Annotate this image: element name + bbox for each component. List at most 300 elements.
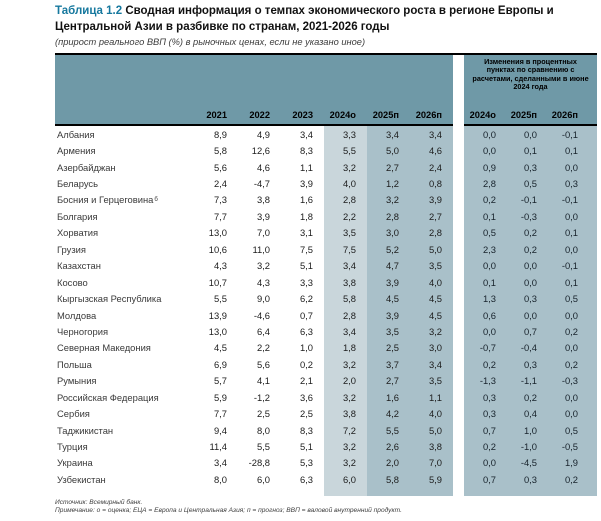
change-2024e: 0,2 <box>464 438 505 454</box>
country-cell <box>55 274 195 290</box>
value-2022: 2,5 <box>256 408 270 420</box>
change-2026f: 0,3 <box>546 175 597 191</box>
country-name: Румыния <box>57 375 97 387</box>
country-cell <box>55 373 195 389</box>
change-2024e: 0,5 <box>464 225 505 241</box>
change-2025f: 0,2 <box>505 241 546 257</box>
value-2023: 1,0 <box>299 342 313 354</box>
changes-year-headers <box>464 110 597 124</box>
value-2024e: 3,4 <box>324 258 367 274</box>
change-2025f: 0,0 <box>505 258 546 274</box>
value-2025f: 3,5 <box>367 323 410 339</box>
value-2024e: 3,2 <box>324 159 367 175</box>
value-2025f: 4,7 <box>367 258 410 274</box>
country-name: Албания <box>57 128 95 140</box>
growth-summary-table <box>55 53 597 496</box>
table-row <box>55 389 597 405</box>
value-2023: 5,3 <box>299 457 313 469</box>
column-gap <box>453 307 464 323</box>
value-2026f: 4,0 <box>410 405 453 421</box>
column-gap <box>453 274 464 290</box>
value-2022: -4,6 <box>253 309 270 321</box>
value-2026f: 0,8 <box>410 175 453 191</box>
value-2021: 11,4 <box>209 441 227 453</box>
value-2022: 3,8 <box>256 194 270 206</box>
country-name: Узбекистан <box>57 473 106 485</box>
table-header <box>55 55 597 126</box>
value-2024e: 7,2 <box>324 422 367 438</box>
value-2026f: 3,5 <box>410 258 453 274</box>
value-2024e: 1,8 <box>324 340 367 356</box>
table-row <box>55 274 597 290</box>
value-2025f: 3,7 <box>367 356 410 372</box>
value-2024e: 3,4 <box>324 323 367 339</box>
value-2025f: 5,0 <box>367 142 410 158</box>
column-gap <box>453 290 464 306</box>
value-2026f: 3,8 <box>410 438 453 454</box>
table-bottom-filler <box>55 488 597 496</box>
change-2026f: 0,0 <box>546 340 597 356</box>
country-name: Сербия <box>57 408 90 420</box>
country-name: Кыргызская Республика <box>57 293 162 305</box>
table-row <box>55 455 597 471</box>
column-gap <box>453 126 464 142</box>
table-row <box>55 438 597 454</box>
value-2021: 4,5 <box>213 342 227 354</box>
value-2026f: 3,4 <box>410 126 453 142</box>
column-gap <box>453 422 464 438</box>
country-name: Азербайджан <box>57 161 116 173</box>
year-header-band <box>55 55 453 126</box>
value-2026f: 3,9 <box>410 192 453 208</box>
table-row <box>55 175 597 191</box>
value-2023: 3,3 <box>299 276 313 288</box>
value-2021: 13,9 <box>208 309 227 321</box>
column-gap <box>453 455 464 471</box>
col-header-2024e: 2024о <box>329 110 356 120</box>
country-name: Хорватия <box>57 227 99 239</box>
change-2024e: 0,0 <box>464 126 505 142</box>
country-cell <box>55 340 195 356</box>
change-2024e: -1,3 <box>464 373 505 389</box>
table-row <box>55 307 597 323</box>
value-2021: 13,0 <box>208 227 227 239</box>
change-2024e: 0,2 <box>464 356 505 372</box>
value-2025f: 4,2 <box>367 405 410 421</box>
value-2026f: 5,0 <box>410 422 453 438</box>
change-2025f: -1,1 <box>505 373 546 389</box>
value-2026f: 4,5 <box>410 290 453 306</box>
change-2026f: 0,0 <box>546 405 597 421</box>
table-row <box>55 142 597 158</box>
country-name: Польша <box>57 358 92 370</box>
change-2024e: 2,8 <box>464 175 505 191</box>
change-2025f: 0,0 <box>505 307 546 323</box>
value-2021: 8,9 <box>213 128 227 140</box>
value-2026f: 2,7 <box>410 208 453 224</box>
value-2026f: 3,0 <box>410 340 453 356</box>
table-row <box>55 405 597 421</box>
change-2025f: -0,3 <box>505 208 546 224</box>
value-2023: 8,3 <box>299 145 313 157</box>
value-2022: -28,8 <box>248 457 270 469</box>
column-gap <box>453 340 464 356</box>
change-2026f: -0,5 <box>546 438 597 454</box>
value-2023: 1,8 <box>299 210 313 222</box>
country-name: Грузия <box>57 243 86 255</box>
value-2022: 7,0 <box>256 227 270 239</box>
value-2025f: 3,9 <box>367 307 410 323</box>
column-gap <box>453 405 464 421</box>
country-cell <box>55 405 195 421</box>
value-2025f: 2,7 <box>367 373 410 389</box>
country-cell <box>55 323 195 339</box>
value-2021: 7,3 <box>213 194 227 206</box>
country-cell <box>55 126 195 142</box>
change-2026f: 0,2 <box>546 323 597 339</box>
value-2023: 3,4 <box>299 128 313 140</box>
change-2025f: 0,2 <box>505 225 546 241</box>
value-2026f: 4,0 <box>410 274 453 290</box>
value-2024e: 2,8 <box>324 307 367 323</box>
source-note: Источник: Всемирный банк. <box>55 498 143 506</box>
change-2025f: 0,0 <box>505 126 546 142</box>
value-2023: 6,3 <box>299 473 313 485</box>
table-row <box>55 373 597 389</box>
value-2024e: 2,2 <box>324 208 367 224</box>
table-title-text: Сводная информация о темпах экономического роста в регионе Европы и Центральной Азии в разбивке по странам, 2021-2026 годы <box>55 5 554 33</box>
value-2025f: 2,5 <box>367 340 410 356</box>
column-gap <box>453 192 464 208</box>
country-cell <box>55 258 195 274</box>
change-2025f: 0,3 <box>505 356 546 372</box>
change-2025f: 0,2 <box>505 389 546 405</box>
change-2026f: 1,9 <box>546 455 597 471</box>
value-2026f: 3,2 <box>410 323 453 339</box>
country-cell <box>55 389 195 405</box>
value-2021: 7,7 <box>213 408 227 420</box>
value-2022: 3,9 <box>256 210 270 222</box>
value-2023: 1,1 <box>299 161 313 173</box>
value-2023: 3,1 <box>299 227 313 239</box>
change-2024e: 0,0 <box>464 142 505 158</box>
col-header-2025f: 2025п <box>372 110 399 120</box>
value-2024e: 6,0 <box>324 471 367 487</box>
value-2025f: 3,0 <box>367 225 410 241</box>
col-header-2026f: 2026п <box>415 110 442 120</box>
table-row <box>55 225 597 241</box>
legend-note: Примечание: о = оценка; ЕЦА = Европа и Центральная Азия; п = прогноз; ВВП = валовой внутренний продукт. <box>55 507 402 515</box>
value-2023: 0,2 <box>299 358 313 370</box>
value-2021: 5,8 <box>213 145 227 157</box>
change-2026f: 0,5 <box>546 422 597 438</box>
column-gap <box>453 438 464 454</box>
col-header-2021: 2021 <box>206 110 227 120</box>
change-2025f: 0,3 <box>505 159 546 175</box>
change-2024e: 0,7 <box>464 422 505 438</box>
changes-header-band <box>464 55 597 126</box>
column-gap <box>453 142 464 158</box>
change-2024e: 0,0 <box>464 455 505 471</box>
country-name: Таджикистан <box>57 424 114 436</box>
change-2026f: 0,0 <box>546 159 597 175</box>
value-2024e: 3,2 <box>324 389 367 405</box>
change-2026f: -0,1 <box>546 126 597 142</box>
value-2023: 7,5 <box>299 243 313 255</box>
value-2021: 10,7 <box>208 276 227 288</box>
column-gap <box>453 225 464 241</box>
country-name: Российская Федерация <box>57 391 159 403</box>
country-name: Турция <box>57 441 88 453</box>
value-2023: 6,3 <box>299 325 313 337</box>
value-2021: 2,4 <box>213 178 227 190</box>
change-2024e: 0,6 <box>464 307 505 323</box>
change-2026f: 0,1 <box>546 274 597 290</box>
table-row <box>55 208 597 224</box>
change-2024e: 0,2 <box>464 192 505 208</box>
change-2026f: 0,1 <box>546 142 597 158</box>
change-2025f: 0,3 <box>505 290 546 306</box>
table-row <box>55 340 597 356</box>
change-2026f: 0,0 <box>546 241 597 257</box>
value-2021: 10,6 <box>208 243 227 255</box>
value-2022: 4,6 <box>256 161 270 173</box>
value-2024e: 3,2 <box>324 455 367 471</box>
value-2026f: 7,0 <box>410 455 453 471</box>
column-gap <box>453 258 464 274</box>
change-2025f: -4,5 <box>505 455 546 471</box>
value-2026f: 5,0 <box>410 241 453 257</box>
value-2025f: 3,9 <box>367 274 410 290</box>
change-2024e: 2,3 <box>464 241 505 257</box>
value-2022: 5,5 <box>256 441 270 453</box>
value-2025f: 4,5 <box>367 290 410 306</box>
value-2025f: 5,5 <box>367 422 410 438</box>
change-2024e: 0,3 <box>464 405 505 421</box>
value-2023: 5,1 <box>299 260 313 272</box>
country-cell <box>55 471 195 487</box>
value-2026f: 3,4 <box>410 356 453 372</box>
chg-header-2024e: 2024о <box>469 110 496 120</box>
country-cell <box>55 142 195 158</box>
change-2025f: 0,5 <box>505 175 546 191</box>
country-cell <box>55 356 195 372</box>
change-2026f: 0,2 <box>546 356 597 372</box>
value-2021: 5,9 <box>213 391 227 403</box>
value-2022: 3,2 <box>256 260 270 272</box>
change-2024e: 0,1 <box>464 274 505 290</box>
country-name: Северная Македония <box>57 342 151 354</box>
table-footnotes <box>55 499 597 516</box>
column-gap <box>453 323 464 339</box>
table-row <box>55 192 597 208</box>
value-2024e: 2,0 <box>324 373 367 389</box>
country-cell <box>55 175 195 191</box>
change-2025f: -0,1 <box>505 192 546 208</box>
country-cell <box>55 290 195 306</box>
value-2021: 5,5 <box>213 293 227 305</box>
changes-header-caption: Изменения в процентных пунктах по сравнению с расчетами, сделанными в июне 2024 года <box>472 57 589 91</box>
column-gap <box>453 175 464 191</box>
value-2024e: 7,5 <box>324 241 367 257</box>
col-header-2022: 2022 <box>249 110 270 120</box>
country-cell: Босния и Герцеговина б <box>57 194 158 206</box>
value-2025f: 1,2 <box>367 175 410 191</box>
value-2022: 9,0 <box>256 293 270 305</box>
change-2025f: 0,7 <box>505 323 546 339</box>
country-name: Армения <box>57 145 96 157</box>
value-2021: 4,3 <box>213 260 227 272</box>
value-2022: 12,6 <box>251 145 270 157</box>
table-row <box>55 241 597 257</box>
table-row <box>55 159 597 175</box>
column-gap <box>453 389 464 405</box>
value-2025f: 5,2 <box>367 241 410 257</box>
value-2022: 11,0 <box>252 243 270 255</box>
value-2021: 7,7 <box>213 210 227 222</box>
change-2026f: 0,0 <box>546 389 597 405</box>
value-2021: 13,0 <box>208 325 227 337</box>
value-2023: 8,3 <box>299 424 313 436</box>
table-row <box>55 290 597 306</box>
value-2024e: 3,3 <box>324 126 367 142</box>
country-cell <box>55 208 195 224</box>
value-2022: 8,0 <box>256 424 270 436</box>
change-2025f: 0,1 <box>505 142 546 158</box>
value-2023: 3,9 <box>299 178 313 190</box>
value-2023: 2,5 <box>299 408 313 420</box>
table-subtitle: (прирост реального ВВП (%) в рыночных ценах, если не указано иное) <box>55 37 366 47</box>
country-column-header <box>55 110 195 124</box>
table-row <box>55 356 597 372</box>
value-2026f: 4,6 <box>410 142 453 158</box>
column-gap <box>453 471 464 487</box>
col-header-2023: 2023 <box>292 110 313 120</box>
change-2024e: 1,3 <box>464 290 505 306</box>
value-2022: 4,9 <box>256 128 270 140</box>
value-2026f: 2,8 <box>410 225 453 241</box>
table-row <box>55 471 597 487</box>
country-cell <box>55 455 195 471</box>
country-cell <box>55 438 195 454</box>
country-cell <box>55 241 195 257</box>
value-2024e: 5,5 <box>324 142 367 158</box>
chg-header-2025f: 2025п <box>510 110 537 120</box>
change-2025f: 0,3 <box>505 471 546 487</box>
value-2025f: 3,2 <box>367 192 410 208</box>
table-row <box>55 126 597 142</box>
change-2024e: -0,7 <box>464 340 505 356</box>
value-2026f: 5,9 <box>410 471 453 487</box>
value-2024e: 3,8 <box>324 405 367 421</box>
column-gap <box>453 159 464 175</box>
value-2026f: 4,5 <box>410 307 453 323</box>
chg-header-2026f: 2026п <box>551 110 578 120</box>
value-2021: 5,7 <box>213 375 227 387</box>
change-2024e: 0,7 <box>464 471 505 487</box>
country-cell <box>55 307 195 323</box>
change-2026f: -0,1 <box>546 258 597 274</box>
change-2024e: 0,9 <box>464 159 505 175</box>
value-2025f: 3,4 <box>367 126 410 142</box>
change-2025f: 1,0 <box>505 422 546 438</box>
value-2022: 6,4 <box>256 325 270 337</box>
change-2025f: -1,0 <box>505 438 546 454</box>
value-2024e: 3,2 <box>324 438 367 454</box>
change-2026f: 0,5 <box>546 290 597 306</box>
country-cell <box>55 225 195 241</box>
value-2024e: 2,8 <box>324 192 367 208</box>
country-name: Украина <box>57 457 93 469</box>
country-name: Косово <box>57 276 88 288</box>
column-gap <box>453 208 464 224</box>
country-name: Молдова <box>57 309 97 321</box>
change-2026f: 0,0 <box>546 208 597 224</box>
value-2021: 3,4 <box>213 457 227 469</box>
country-cell <box>55 422 195 438</box>
column-gap <box>453 241 464 257</box>
value-2022: 4,3 <box>256 276 270 288</box>
value-2025f: 2,6 <box>367 438 410 454</box>
column-gap <box>453 373 464 389</box>
change-2025f: 0,0 <box>505 274 546 290</box>
change-2026f: 0,1 <box>546 225 597 241</box>
value-2023: 2,1 <box>299 375 313 387</box>
table-row <box>55 422 597 438</box>
change-2024e: 0,3 <box>464 389 505 405</box>
country-cell <box>55 159 195 175</box>
value-2022: 6,0 <box>256 473 270 485</box>
value-2025f: 5,8 <box>367 471 410 487</box>
table-number: Таблица 1.2 <box>55 5 123 17</box>
value-2023: 0,7 <box>299 309 313 321</box>
change-2025f: -0,4 <box>505 340 546 356</box>
column-gap <box>453 356 464 372</box>
value-2024e: 5,8 <box>324 290 367 306</box>
value-2022: -4,7 <box>253 178 270 190</box>
value-2026f: 3,5 <box>410 373 453 389</box>
value-2023: 5,1 <box>299 441 313 453</box>
value-2023: 1,6 <box>299 194 313 206</box>
value-2025f: 1,6 <box>367 389 410 405</box>
change-2026f: -0,1 <box>546 192 597 208</box>
value-2024e: 3,2 <box>324 356 367 372</box>
value-2025f: 2,8 <box>367 208 410 224</box>
value-2024e: 3,8 <box>324 274 367 290</box>
table-row <box>55 323 597 339</box>
value-2026f: 1,1 <box>410 389 453 405</box>
country-name: Казахстан <box>57 260 101 272</box>
table-row <box>55 258 597 274</box>
value-2024e: 4,0 <box>324 175 367 191</box>
table-body <box>55 126 597 488</box>
value-2021: 8,0 <box>213 473 227 485</box>
value-2021: 5,6 <box>213 161 227 173</box>
value-2022: 2,2 <box>256 342 270 354</box>
value-2022: 5,6 <box>256 358 270 370</box>
value-2021: 9,4 <box>213 424 227 436</box>
value-2023: 6,2 <box>299 293 313 305</box>
change-2025f: 0,4 <box>505 405 546 421</box>
country-name: Беларусь <box>57 178 99 190</box>
change-2026f: -0,3 <box>546 373 597 389</box>
change-2024e: 0,1 <box>464 208 505 224</box>
value-2026f: 2,4 <box>410 159 453 175</box>
value-2022: 4,1 <box>256 375 270 387</box>
value-2025f: 2,0 <box>367 455 410 471</box>
value-2022: -1,2 <box>253 391 270 403</box>
value-2025f: 2,7 <box>367 159 410 175</box>
